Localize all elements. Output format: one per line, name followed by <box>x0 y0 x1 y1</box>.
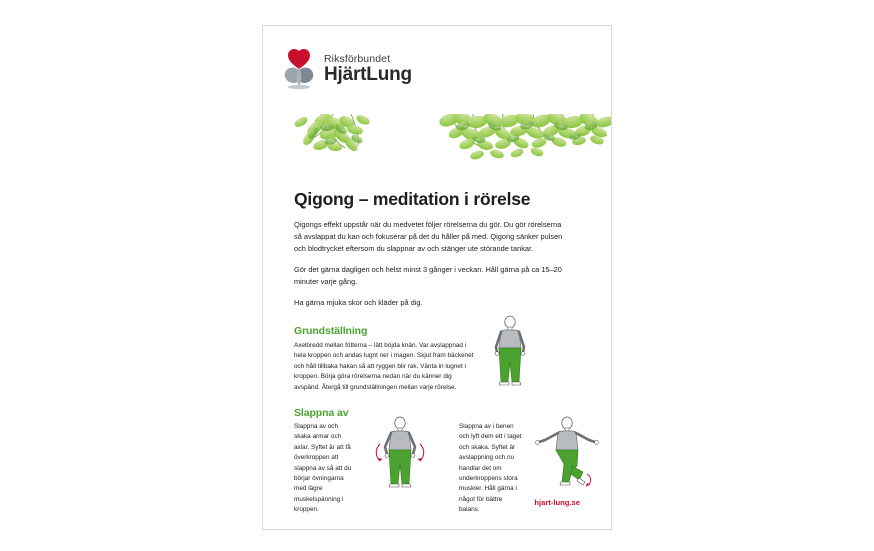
section-heading-slappna-av: Slappna av <box>294 407 349 419</box>
intro-paragraph-1: Qigongs effekt uppstår när du medvetet följer rörelserna du gör. Du gör rörelserna så avslappat du kan och fokuserar på det du håller på med. Qigong sänker pulsen och blodtrycket eftersom du slappnar av och stänger ute störande tankar. <box>294 220 563 254</box>
section-heading-grundstallning: Grundställning <box>294 325 368 337</box>
shaking-leg-figure-illustration <box>531 414 603 496</box>
section-body-slappna-av-left: Slappna av och skaka armar och axlar. Syftet är att få överkroppen att slappna av så att du börjar övningarna med lägre muskelspänning i kroppen. <box>294 423 352 513</box>
poster-document <box>262 25 612 530</box>
logo-organisation: Riksförbundet <box>324 52 391 65</box>
website-url[interactable]: hjart-lung.se <box>534 498 580 507</box>
page-title: Qigong – meditation i rörelse <box>294 189 531 209</box>
shaking-arms-figure-illustration <box>360 414 440 496</box>
heart-lotus-logo-icon <box>282 48 316 90</box>
standing-figure-illustration <box>477 314 543 392</box>
logo-block <box>282 48 412 90</box>
logo-wordmark <box>324 54 412 85</box>
leafy-branches-photograph <box>263 114 611 192</box>
intro-text <box>294 219 566 309</box>
intro-paragraph-2: Gör det gärna dagligen och helst minst 3 gånger i veckan. Håll gärna på ca 15–20 minuter varje gång. <box>294 265 562 287</box>
logo-name: HjärtLung <box>324 64 412 86</box>
intro-paragraph-3: Ha gärna mjuka skor och kläder på dig. <box>294 298 423 308</box>
section-body-slappna-av-right: Slappna av i benen och lyft dem ett i taget och skaka. Syftet är avslappning och nu handlar det om underkroppens stora muskler. Håll gärna i något för bättre balans. <box>459 423 522 513</box>
section-body-grundstallning: Axelbredd mellan fötterna – lätt böjda knän. Var avslappnad i hela kroppen och andas lugnt ner i magen. Skjut fram bäckenet och håll tillbaka hakan så att ryggen blir rak. Vänta in lugnet i kroppen. Börja göra rörelserna nedan när du känner dig avspänd. Återgå till grundställningen mellan varje rörelse. <box>294 342 474 391</box>
